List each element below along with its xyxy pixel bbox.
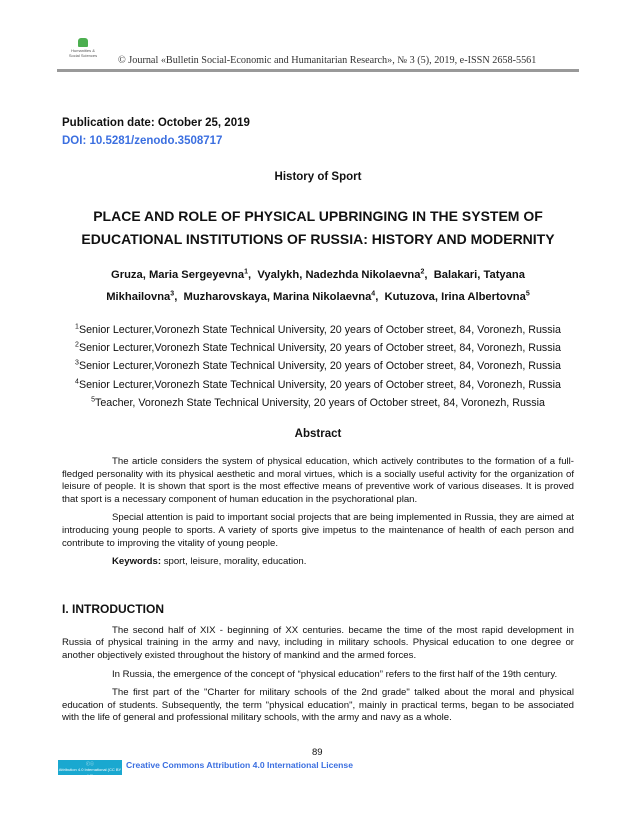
keywords-list: sport, leisure, morality, education. <box>161 556 307 568</box>
affiliation: $^5$Teacher, Voronezh State Technical University, 20 years of October street, 84, Voronezh, Russia <box>91 396 545 409</box>
header-rule <box>57 69 579 72</box>
title-line: EDUCATIONAL INSTITUTIONS OF RUSSIA: HISTORY AND MODERNITY <box>81 231 555 247</box>
affiliation: $^2$Senior Lecturer,Voronezh State Technical University, 20 years of October street, 84, Voronezh, Russia <box>75 341 561 355</box>
license-link[interactable]: Creative Commons Attribution 4.0 International License <box>126 759 353 770</box>
author-name: Kutuzova, Irina Albertovna <box>384 291 526 303</box>
author-sup: 5 <box>525 290 530 298</box>
cc-badge-text: Attribution 4.0 International (CC BY 4.0) <box>58 766 122 778</box>
affiliations <box>32 321 604 412</box>
intro-paragraph: The second half of XIX - beginning of XX centuries. became the time of the most rapid development in Russia of physical training in the army and navy, including in military schools. Physical education to one degree or another objectively existed throughout the history of mankind and the armed forces. <box>62 624 574 661</box>
page-body <box>0 115 634 783</box>
intro-paragraph: In Russia, the emergence of the concept of “physical education” refers to the first half of the 19th century. <box>112 668 558 680</box>
cc-icon: ⓒⓘ <box>86 760 94 766</box>
abstract-heading: Abstract <box>294 428 342 441</box>
intro-paragraph: The first part of the "Charter for military schools of the 2nd grade" talked about the moral and physical education of students. Subsequently, the term "physical education", mainly in practical terms, began to be associated with the life of general and professional military schools, with the army and navy as a whole. <box>62 687 574 724</box>
author-list: Gruza, Maria Sergeyevna$^1$, Vyalykh, Nadezhda Nikolaevna$^2$, Balakari, Tatyana Mikhailovna$^3$, Muzharovskaya, Marina Nikolaevna$^4$, Kutuzova, Irina Albertovna$^5$ <box>106 268 530 303</box>
affiliation: $^3$Senior Lecturer,Voronezh State Technical University, 20 years of October street, 84, Voronezh, Russia <box>75 359 561 373</box>
paper-title <box>40 205 596 251</box>
author-name: Vyalykh, Nadezhda Nikolaevna <box>257 269 421 281</box>
author-name-rest: Mikhailovna <box>106 291 171 303</box>
author-sup: 3 <box>170 290 175 298</box>
author-name: Muzharovskaya, Marina Nikolaevna <box>183 291 372 303</box>
keywords-label: Keywords: <box>112 556 162 568</box>
doi-link[interactable]: DOI: 10.5281/zenodo.3508717 <box>62 135 223 147</box>
author-name-first: Balakari, Tatyana <box>433 269 525 281</box>
journal-header: © Journal «Bulletin Social-Economic and Humanitarian Research», № 3 (5), 2019, e-ISSN 2658-5561 <box>118 55 537 66</box>
cc-license-badge[interactable] <box>58 760 122 778</box>
page-header <box>57 38 579 72</box>
section-title: History of Sport <box>274 171 362 183</box>
page-number: 89 <box>312 746 323 758</box>
affiliation: $^4$Senior Lecturer,Voronezh State Technical University, 20 years of October street, 84, Voronezh, Russia <box>75 378 561 391</box>
page-footer <box>58 746 574 783</box>
publication-date: Publication date: October 25, 2019 <box>62 117 250 129</box>
journal-logo <box>66 38 100 58</box>
author-sup: 2 <box>420 268 425 276</box>
author-sup: 4 <box>371 290 376 298</box>
author-sup: 1 <box>244 268 249 276</box>
people-icon <box>78 38 88 47</box>
abstract-paragraph: Special attention is paid to important social projects that are being implemented in Russia, they are aimed at introducing young people to sports. A variety of sports give impetus to the maintenance of health of each person and contribute to improving the vitality of young people. <box>62 512 574 549</box>
abstract-paragraph: The article considers the system of physical education, which actively contributes to the formation of a full-fledged personality with its physical aesthetic and moral virtues, which is a socially useful activity for the organization of leisure of people. It is shown that sport is the most effective means of preventive work of various diseases. It is proved that sport is a necessary component of human education in the psychorational plan. <box>62 456 574 505</box>
author-name: Gruza, Maria Sergeyevna <box>111 269 245 281</box>
abstract-body <box>62 456 574 569</box>
keywords <box>62 556 574 569</box>
logo-text: Humanities & Social Sciences <box>68 48 98 58</box>
introduction-heading: I. INTRODUCTION <box>62 601 164 616</box>
title-line: PLACE AND ROLE OF PHYSICAL UPBRINGING IN THE SYSTEM OF <box>93 208 543 224</box>
affiliation: $^1$Senior Lecturer,Voronezh State Technical University, 20 years of October street, 84, Voronezh, Russia <box>75 323 561 336</box>
